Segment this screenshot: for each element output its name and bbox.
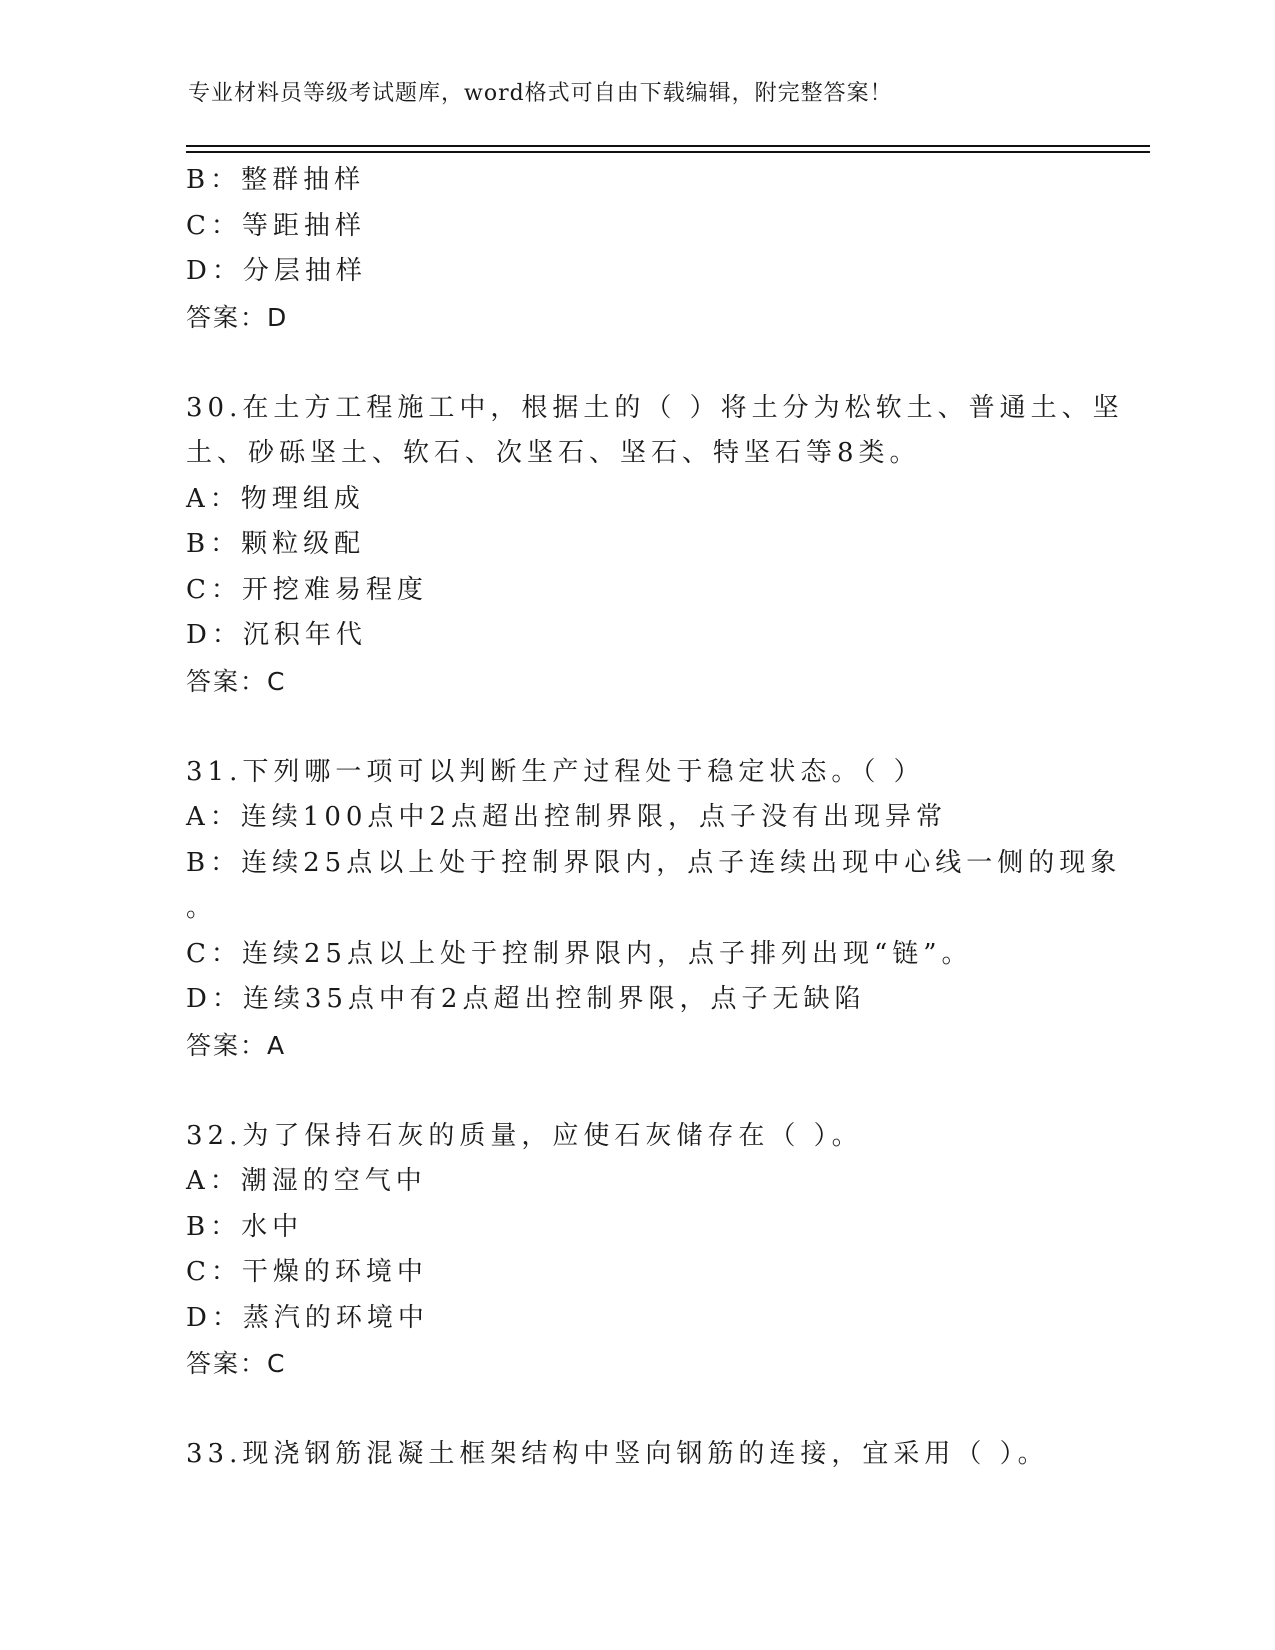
header-divider-bottom xyxy=(186,151,1150,153)
option-b-continued: 。 xyxy=(186,893,218,923)
option-b: B：整群抽样 xyxy=(186,165,366,195)
question-29-tail xyxy=(186,158,1086,340)
option-c: C：等距抽样 xyxy=(186,210,366,241)
option-a: A：连续100点中2点超出控制界限，点子没有出现异常 xyxy=(186,802,947,832)
option-c: C：开挖难易程度 xyxy=(186,574,428,605)
question-stem: 32.为了保持石灰的质量，应使石灰储存在（ ）。 xyxy=(186,1120,863,1151)
option-d: D：蒸汽的环境中 xyxy=(186,1302,429,1333)
option-c: C：连续25点以上处于控制界限内，点子排列出现“链”。 xyxy=(186,938,973,969)
answer: 答案：C xyxy=(186,666,287,696)
option-d: D：沉积年代 xyxy=(186,620,367,650)
question-stem: 30.在土方工程施工中，根据土的（ ）将土分为松软土、普通土、坚 xyxy=(186,392,1124,423)
option-b: B：颗粒级配 xyxy=(186,529,366,559)
question-stem: 31.下列哪一项可以判断生产过程处于稳定状态。（ ） xyxy=(186,756,925,787)
spacer xyxy=(186,340,1086,386)
option-a: A：物理组成 xyxy=(186,483,365,514)
question-stem: 33.现浇钢筋混凝土框架结构中竖向钢筋的连接，宜采用（ ）。 xyxy=(186,1439,1049,1469)
option-b: B：连续25点以上处于控制界限内，点子连续出现中心线一侧的现象 xyxy=(186,847,1122,878)
question-33 xyxy=(186,1432,1086,1478)
spacer xyxy=(186,1387,1086,1433)
option-d: D：分层抽样 xyxy=(186,256,367,286)
question-stem-continued: 土、砂砾坚土、软石、次坚石、坚石、特坚石等8类。 xyxy=(186,438,921,468)
option-a: A：潮湿的空气中 xyxy=(186,1166,427,1196)
answer: 答案：D xyxy=(186,302,289,332)
option-c: C：干燥的环境中 xyxy=(186,1257,428,1287)
option-b: B：水中 xyxy=(186,1211,304,1242)
header-divider-top xyxy=(186,145,1150,147)
question-30 xyxy=(186,386,1124,705)
spacer xyxy=(186,704,1086,750)
question-32 xyxy=(186,1114,1086,1387)
question-list xyxy=(186,158,1124,1478)
question-31 xyxy=(186,750,1122,1069)
answer: 答案：A xyxy=(186,1030,287,1060)
spacer xyxy=(186,1068,1086,1114)
page-header-text: 专业材料员等级考试题库，word格式可自由下载编辑，附完整答案！ xyxy=(188,81,893,106)
answer: 答案：C xyxy=(186,1349,287,1378)
option-d: D：连续35点中有2点超出控制界限，点子无缺陷 xyxy=(186,984,866,1014)
